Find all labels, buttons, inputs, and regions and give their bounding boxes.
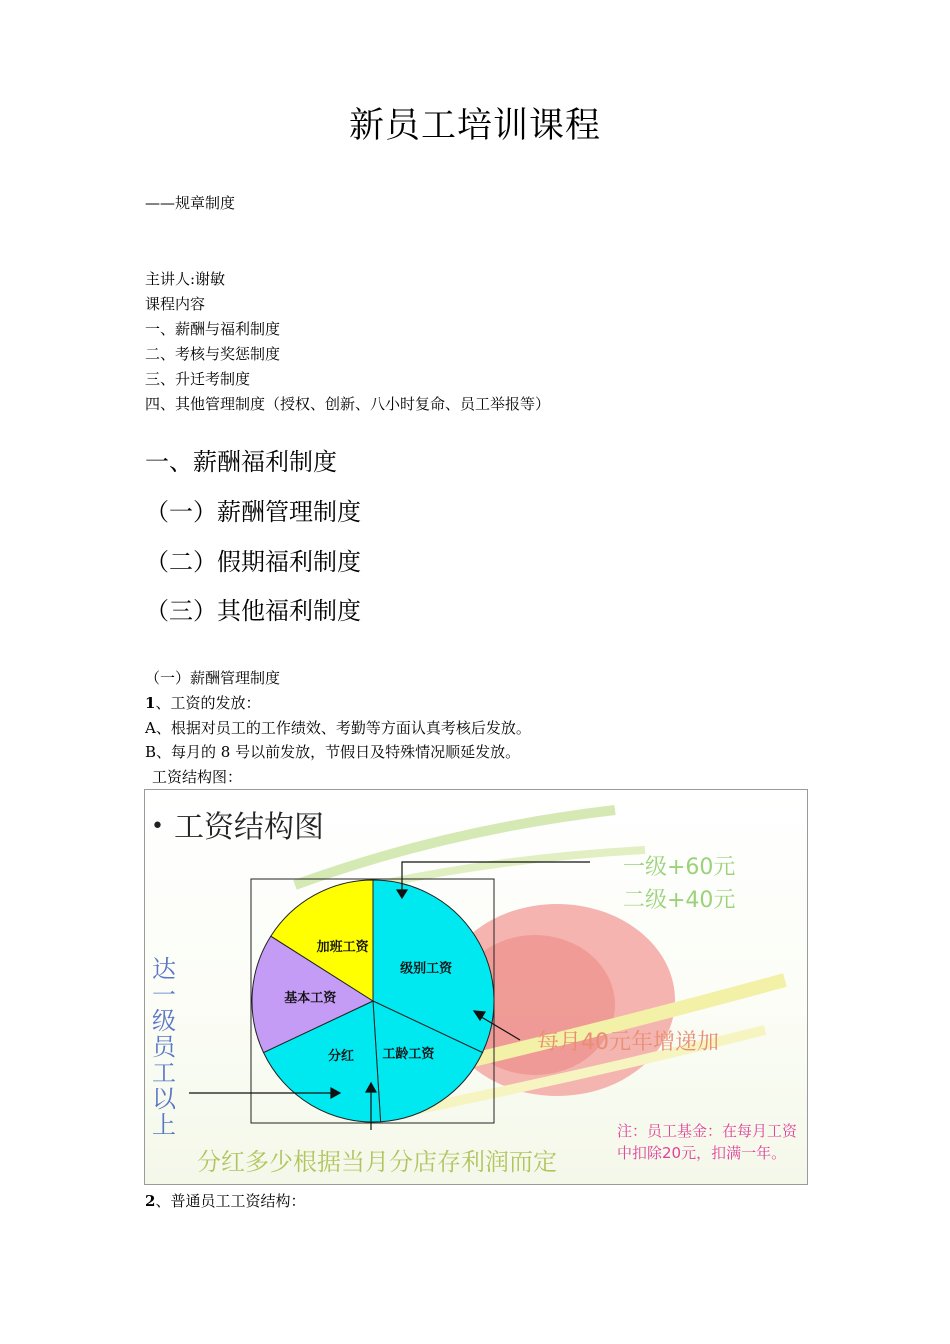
dividend-note: 分红多少根据当月分店存利润而定 [197,1148,557,1176]
employee-fund-note: 注：员工基金：在每月工资中扣除20元，扣满一年。 [617,1122,798,1162]
level-1-increment: 一级+60元 [623,855,736,880]
subsection-heading: （三）其他福利制度 [145,597,361,625]
contents-item: 三、升迁考制度 [145,370,251,388]
contents-heading: 课程内容 [145,295,206,313]
contents-item: 二、考核与奖惩制度 [145,345,281,363]
pie-slice-label: 工龄工资 [382,1047,435,1063]
body-item-a: A、根据对员工的工作绩效、考勤等方面认真考核后发放。 [145,719,531,737]
contents-item: 四、其他管理制度（授权、创新、八小时复命、员工举报等） [145,395,551,413]
lecturer: 主讲人:谢敏 [145,270,226,288]
pie-slice-label: 分红 [327,1049,354,1065]
body-item-1 [145,692,260,713]
figure-title-text: 工资结构图 [173,810,324,845]
pie-slice-label: 级别工资 [400,961,453,977]
body-item-2 [145,1190,305,1211]
salary-structure-figure [144,789,808,1185]
item-text: 、工资的发放： [155,694,261,712]
vertical-note: 达一级员工以上 [152,955,176,1139]
bullet-icon: • [151,814,164,839]
document-title: 新员工培训课程 [348,106,601,146]
item-text: 、普通员工工资结构： [155,1192,306,1210]
item-number: 1 [145,694,156,712]
annual-increase-note: 每月40元年增递加 [537,1030,719,1055]
body-subheading: （一）薪酬管理制度 [145,669,281,687]
level-2-increment: 二级+40元 [623,888,736,913]
chart-caption: 工资结构图： [152,768,243,786]
pie-slice-label: 基本工资 [284,991,337,1007]
subsection-heading: （一）薪酬管理制度 [145,498,361,526]
document-subtitle: ——规章制度 [145,194,236,212]
item-number: 2 [145,1192,156,1210]
body-item-b: B、每月的 8 号以前发放，节假日及特殊情况顺延发放。 [145,743,521,761]
section-heading: 一、薪酬福利制度 [145,448,337,476]
contents-item: 一、薪酬与福利制度 [145,320,281,338]
subsection-heading: （二）假期福利制度 [145,548,361,576]
pie-slice-label: 加班工资 [316,939,369,955]
figure-title [151,802,324,846]
